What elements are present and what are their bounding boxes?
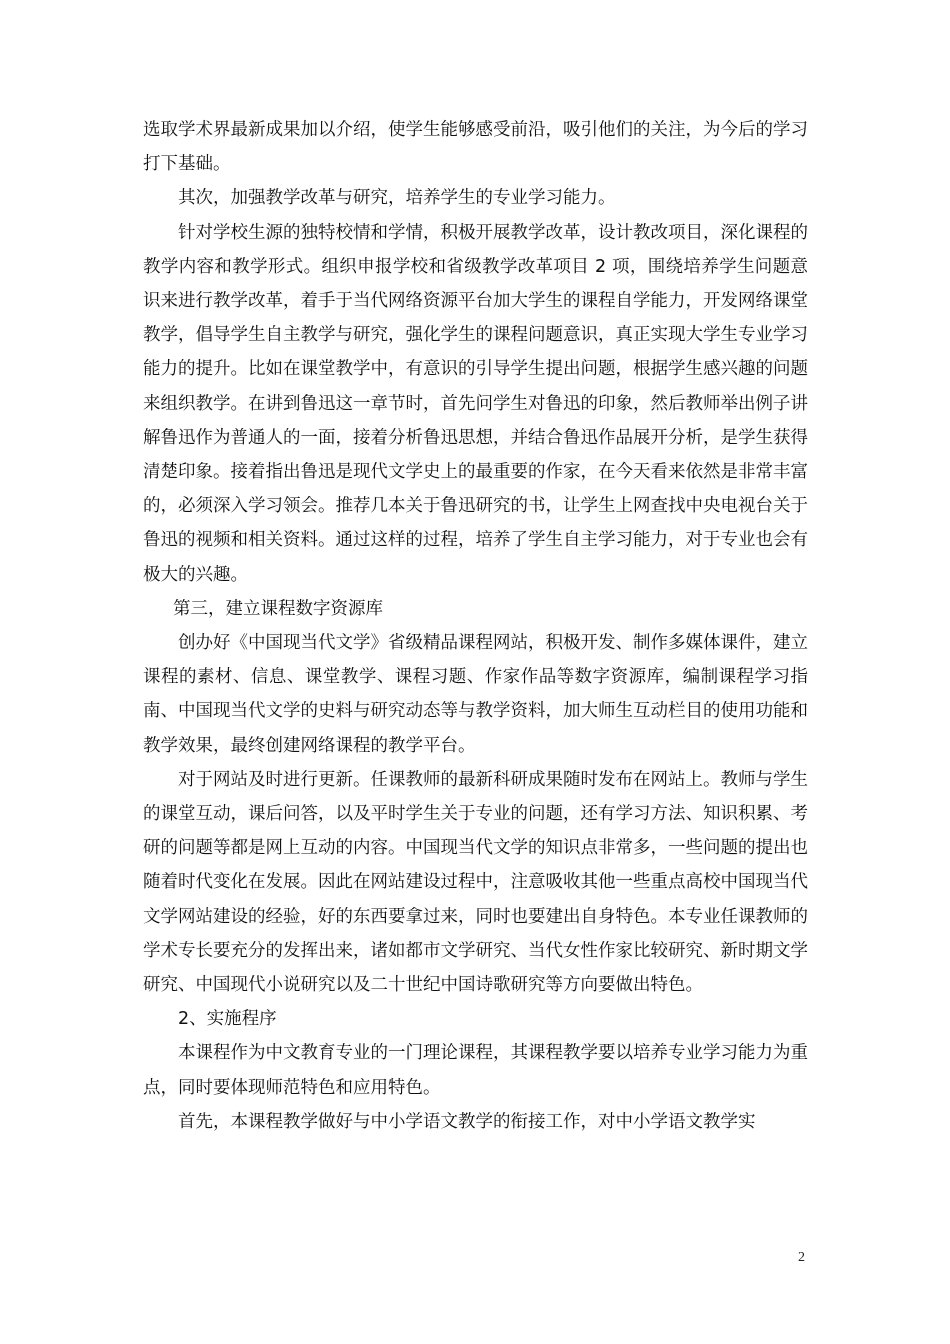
page-number: 2 (798, 1250, 805, 1265)
paragraph-second-point: 其次，加强教学改革与研究，培养学生的专业学习能力。 (178, 188, 616, 209)
body-text (143, 113, 808, 1139)
paragraph-teaching-reform: 针对学校生源的独特校情和学情，积极开展教学改革，设计教改项目，深化课程的教学内容和教学形式。组织申报学校和省级教学改革项目 2 项，围绕培养学生问题意识来进行教学改革，着手于当代网络资源平台加大学生的课程自学能力，开发网络课堂教学，倡导学生自主教学与研究，强化学生的课程问题意识，真正实现大学生专业学习能力的提升。比如在课堂教学中，有意识的引导学生提出问题，根据学生感兴趣的问题来组织教学。在讲到鲁迅这一章节时，首先问学生对鲁迅的印象，然后教师举出例子讲解鲁迅作为普通人的一面，接着分析鲁迅思想，并结合鲁迅作品展开分析，是学生获得清楚印象。接着指出鲁迅是现代文学史上的最重要的作家，在今天看来依然是非常丰富的，必须深入学习领会。推荐几本关于鲁迅研究的书，让学生上网查找中央电视台关于鲁迅的视频和相关资料。通过这样的过程，培养了学生自主学习能力，对于专业也会有极大的兴趣。 (143, 222, 808, 585)
paragraph-continuation: 选取学术界最新成果加以介绍，使学生能够感受前沿，吸引他们的关注，为今后的学习打下基础。 (143, 120, 808, 175)
paragraph-heading-procedure: 2、实施程序 (178, 1009, 277, 1030)
paragraph-first-step: 首先，本课程教学做好与中小学语文教学的衔接工作，对中小学语文教学实 (178, 1111, 756, 1132)
paragraph-website-update: 对于网站及时进行更新。任课教师的最新科研成果随时发布在网站上。教师与学生的课堂互动，课后问答，以及平时学生关于专业的问题，还有学习方法、知识积累、考研的问题等都是网上互动的内容。中国现当代文学的知识点非常多，一些问题的提出也随着时代变化在发展。因此在网站建设过程中，注意吸收其他一些重点高校中国现当代文学网站建设的经验，好的东西要拿过来，同时也要建出自身特色。本专业任课教师的学术专长要充分的发挥出来，诸如都市文学研究、当代女性作家比较研究、新时期文学研究、中国现代小说研究以及二十世纪中国诗歌研究等方向要做出特色。 (143, 769, 808, 996)
paragraph-third-point: 第三，建立课程数字资源库 (173, 598, 383, 619)
paragraph-course-website: 创办好《中国现当代文学》省级精品课程网站，积极开发、制作多媒体课件，建立课程的素材、信息、课堂教学、课程习题、作家作品等数字资源库，编制课程学习指南、中国现当代文学的史料与研究动态等与教学资料，加大师生互动栏目的使用功能和教学效果，最终创建网络课程的教学平台。 (143, 633, 808, 756)
paragraph-course-position: 本课程作为中文教育专业的一门理论课程，其课程教学要以培养专业学习能力为重点，同时要体现师范特色和应用特色。 (143, 1043, 808, 1098)
